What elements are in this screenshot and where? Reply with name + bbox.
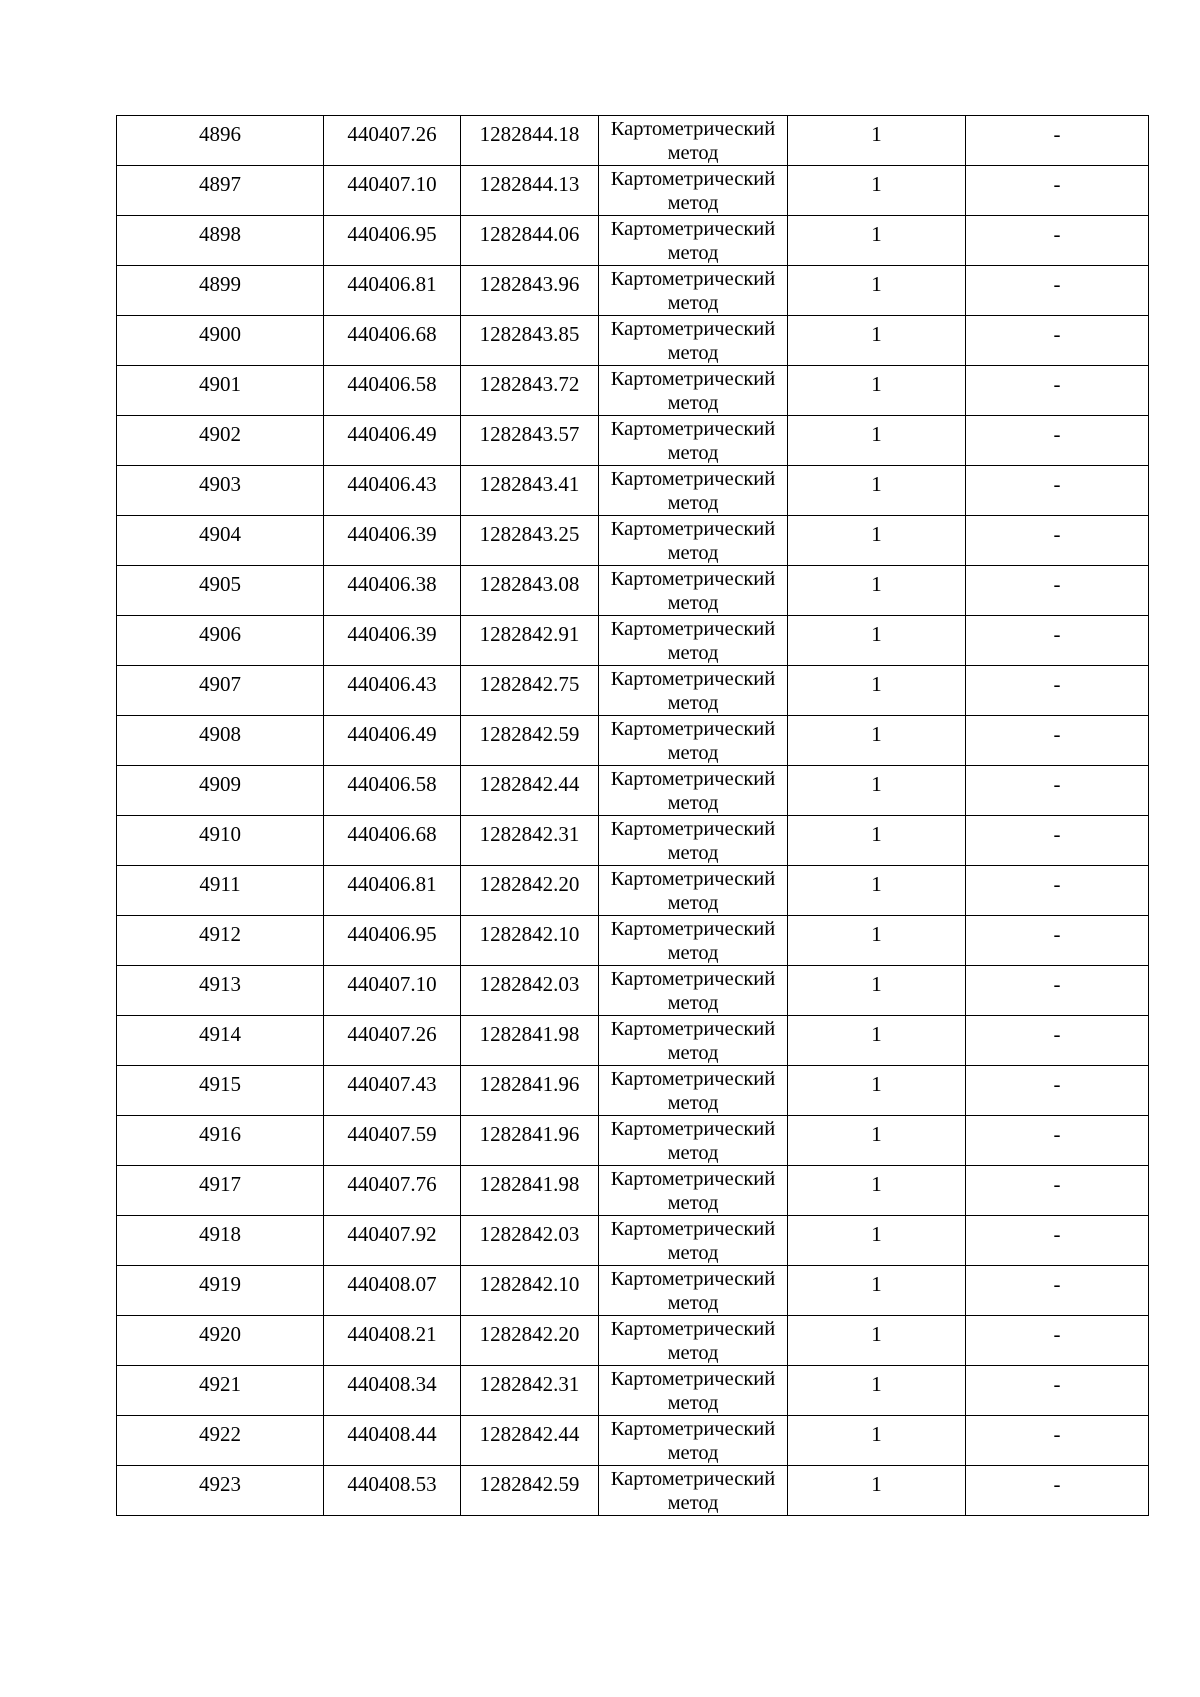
table-row	[117, 1366, 1149, 1416]
method-line-1: Картометрический	[610, 818, 776, 840]
point-number-cell: 4923	[117, 1466, 324, 1516]
x-coordinate-cell: 440406.43	[324, 466, 461, 516]
accuracy-cell: 1	[788, 416, 966, 466]
method-line-1: Картометрический	[610, 668, 776, 690]
method-line-1: Картометрический	[610, 468, 776, 490]
note-cell: -	[966, 1116, 1149, 1166]
method-line-2: метод	[667, 1442, 719, 1464]
accuracy-cell: 1	[788, 1116, 966, 1166]
method-line-1: Картометрический	[610, 768, 776, 790]
x-coordinate-cell: 440406.43	[324, 666, 461, 716]
method-line-1: Картометрический	[610, 1468, 776, 1490]
method-line-2: метод	[667, 1342, 719, 1364]
method-cell	[599, 1316, 788, 1366]
x-coordinate-cell: 440406.81	[324, 266, 461, 316]
accuracy-cell: 1	[788, 216, 966, 266]
x-coordinate-cell: 440407.10	[324, 166, 461, 216]
accuracy-cell: 1	[788, 1266, 966, 1316]
point-number-cell: 4906	[117, 616, 324, 666]
method-cell	[599, 766, 788, 816]
point-number-cell: 4912	[117, 916, 324, 966]
accuracy-cell: 1	[788, 166, 966, 216]
method-line-1: Картометрический	[610, 618, 776, 640]
point-number-cell: 4904	[117, 516, 324, 566]
table-row	[117, 116, 1149, 166]
method-line-2: метод	[667, 492, 719, 514]
y-coordinate-cell: 1282842.31	[461, 816, 599, 866]
note-cell: -	[966, 516, 1149, 566]
method-cell	[599, 166, 788, 216]
point-number-cell: 4909	[117, 766, 324, 816]
accuracy-cell: 1	[788, 316, 966, 366]
method-line-1: Картометрический	[610, 1068, 776, 1090]
y-coordinate-cell: 1282844.13	[461, 166, 599, 216]
x-coordinate-cell: 440408.34	[324, 1366, 461, 1416]
method-cell	[599, 966, 788, 1016]
table-row	[117, 466, 1149, 516]
y-coordinate-cell: 1282842.91	[461, 616, 599, 666]
x-coordinate-cell: 440406.39	[324, 516, 461, 566]
method-line-1: Картометрический	[610, 418, 776, 440]
table-row	[117, 1466, 1149, 1516]
note-cell: -	[966, 1266, 1149, 1316]
table-row	[117, 166, 1149, 216]
point-number-cell: 4910	[117, 816, 324, 866]
y-coordinate-cell: 1282842.44	[461, 766, 599, 816]
method-line-1: Картометрический	[610, 1368, 776, 1390]
method-line-2: метод	[667, 692, 719, 714]
note-cell: -	[966, 1216, 1149, 1266]
method-line-2: метод	[667, 192, 719, 214]
method-cell	[599, 316, 788, 366]
method-line-2: метод	[667, 642, 719, 664]
table-row	[117, 316, 1149, 366]
method-cell	[599, 916, 788, 966]
y-coordinate-cell: 1282843.25	[461, 516, 599, 566]
method-line-2: метод	[667, 142, 719, 164]
y-coordinate-cell: 1282843.96	[461, 266, 599, 316]
point-number-cell: 4911	[117, 866, 324, 916]
point-number-cell: 4905	[117, 566, 324, 616]
method-line-2: метод	[667, 1092, 719, 1114]
note-cell: -	[966, 816, 1149, 866]
point-number-cell: 4919	[117, 1266, 324, 1316]
note-cell: -	[966, 766, 1149, 816]
method-line-2: метод	[667, 742, 719, 764]
table-row	[117, 716, 1149, 766]
x-coordinate-cell: 440407.10	[324, 966, 461, 1016]
x-coordinate-cell: 440407.26	[324, 1016, 461, 1066]
note-cell: -	[966, 316, 1149, 366]
y-coordinate-cell: 1282842.31	[461, 1366, 599, 1416]
method-line-1: Картометрический	[610, 1018, 776, 1040]
y-coordinate-cell: 1282842.03	[461, 1216, 599, 1266]
table-row	[117, 216, 1149, 266]
x-coordinate-cell: 440408.21	[324, 1316, 461, 1366]
method-line-2: метод	[667, 542, 719, 564]
accuracy-cell: 1	[788, 616, 966, 666]
method-line-2: метод	[667, 842, 719, 864]
method-line-1: Картометрический	[610, 568, 776, 590]
x-coordinate-cell: 440407.59	[324, 1116, 461, 1166]
x-coordinate-cell: 440406.95	[324, 916, 461, 966]
method-line-2: метод	[667, 292, 719, 314]
method-line-1: Картометрический	[610, 168, 776, 190]
point-number-cell: 4896	[117, 116, 324, 166]
method-cell	[599, 1016, 788, 1066]
method-cell	[599, 366, 788, 416]
table-row	[117, 1216, 1149, 1266]
x-coordinate-cell: 440406.68	[324, 816, 461, 866]
point-number-cell: 4908	[117, 716, 324, 766]
method-line-2: метод	[667, 1292, 719, 1314]
accuracy-cell: 1	[788, 566, 966, 616]
y-coordinate-cell: 1282842.75	[461, 666, 599, 716]
table-row	[117, 816, 1149, 866]
method-line-2: метод	[667, 342, 719, 364]
point-number-cell: 4916	[117, 1116, 324, 1166]
y-coordinate-cell: 1282843.85	[461, 316, 599, 366]
coordinates-table-body	[117, 116, 1149, 1516]
y-coordinate-cell: 1282842.03	[461, 966, 599, 1016]
accuracy-cell: 1	[788, 366, 966, 416]
accuracy-cell: 1	[788, 866, 966, 916]
method-line-1: Картометрический	[610, 718, 776, 740]
note-cell: -	[966, 966, 1149, 1016]
method-cell	[599, 1416, 788, 1466]
method-cell	[599, 466, 788, 516]
method-line-1: Картометрический	[610, 368, 776, 390]
point-number-cell: 4901	[117, 366, 324, 416]
table-row	[117, 666, 1149, 716]
method-cell	[599, 1116, 788, 1166]
accuracy-cell: 1	[788, 916, 966, 966]
method-line-1: Картометрический	[610, 118, 776, 140]
y-coordinate-cell: 1282843.41	[461, 466, 599, 516]
note-cell: -	[966, 716, 1149, 766]
accuracy-cell: 1	[788, 966, 966, 1016]
method-line-1: Картометрический	[610, 268, 776, 290]
x-coordinate-cell: 440406.68	[324, 316, 461, 366]
accuracy-cell: 1	[788, 1416, 966, 1466]
method-line-2: метод	[667, 1492, 719, 1514]
accuracy-cell: 1	[788, 716, 966, 766]
table-row	[117, 516, 1149, 566]
table-row	[117, 1416, 1149, 1466]
table-row	[117, 1116, 1149, 1166]
table-row	[117, 966, 1149, 1016]
y-coordinate-cell: 1282842.59	[461, 1466, 599, 1516]
note-cell: -	[966, 116, 1149, 166]
method-cell	[599, 1216, 788, 1266]
method-line-1: Картометрический	[610, 518, 776, 540]
accuracy-cell: 1	[788, 1366, 966, 1416]
note-cell: -	[966, 1066, 1149, 1116]
accuracy-cell: 1	[788, 516, 966, 566]
accuracy-cell: 1	[788, 666, 966, 716]
x-coordinate-cell: 440406.49	[324, 716, 461, 766]
x-coordinate-cell: 440408.44	[324, 1416, 461, 1466]
x-coordinate-cell: 440407.76	[324, 1166, 461, 1216]
note-cell: -	[966, 1366, 1149, 1416]
method-line-2: метод	[667, 1192, 719, 1214]
note-cell: -	[966, 166, 1149, 216]
point-number-cell: 4920	[117, 1316, 324, 1366]
table-row	[117, 1166, 1149, 1216]
method-cell	[599, 666, 788, 716]
method-cell	[599, 1066, 788, 1116]
method-cell	[599, 866, 788, 916]
x-coordinate-cell: 440406.38	[324, 566, 461, 616]
point-number-cell: 4913	[117, 966, 324, 1016]
accuracy-cell: 1	[788, 1066, 966, 1116]
y-coordinate-cell: 1282842.20	[461, 1316, 599, 1366]
point-number-cell: 4897	[117, 166, 324, 216]
x-coordinate-cell: 440406.95	[324, 216, 461, 266]
method-cell	[599, 266, 788, 316]
table-row	[117, 1266, 1149, 1316]
x-coordinate-cell: 440407.43	[324, 1066, 461, 1116]
method-line-1: Картометрический	[610, 1318, 776, 1340]
accuracy-cell: 1	[788, 266, 966, 316]
y-coordinate-cell: 1282842.20	[461, 866, 599, 916]
x-coordinate-cell: 440406.49	[324, 416, 461, 466]
method-line-1: Картометрический	[610, 868, 776, 890]
table-row	[117, 266, 1149, 316]
x-coordinate-cell: 440406.39	[324, 616, 461, 666]
point-number-cell: 4903	[117, 466, 324, 516]
method-line-1: Картометрический	[610, 1168, 776, 1190]
note-cell: -	[966, 1016, 1149, 1066]
table-row	[117, 1316, 1149, 1366]
accuracy-cell: 1	[788, 1166, 966, 1216]
method-cell	[599, 1366, 788, 1416]
table-row	[117, 616, 1149, 666]
method-line-1: Картометрический	[610, 1268, 776, 1290]
accuracy-cell: 1	[788, 816, 966, 866]
note-cell: -	[966, 1166, 1149, 1216]
x-coordinate-cell: 440406.81	[324, 866, 461, 916]
y-coordinate-cell: 1282842.44	[461, 1416, 599, 1466]
method-cell	[599, 216, 788, 266]
method-cell	[599, 716, 788, 766]
point-number-cell: 4915	[117, 1066, 324, 1116]
method-line-2: метод	[667, 792, 719, 814]
note-cell: -	[966, 916, 1149, 966]
method-line-2: метод	[667, 892, 719, 914]
method-line-2: метод	[667, 1142, 719, 1164]
x-coordinate-cell: 440406.58	[324, 766, 461, 816]
y-coordinate-cell: 1282843.72	[461, 366, 599, 416]
method-cell	[599, 1166, 788, 1216]
method-line-1: Картометрический	[610, 1118, 776, 1140]
method-cell	[599, 1266, 788, 1316]
y-coordinate-cell: 1282842.10	[461, 1266, 599, 1316]
method-line-2: метод	[667, 392, 719, 414]
table-row	[117, 566, 1149, 616]
x-coordinate-cell: 440407.92	[324, 1216, 461, 1266]
table-row	[117, 1066, 1149, 1116]
method-line-1: Картометрический	[610, 1418, 776, 1440]
table-row	[117, 1016, 1149, 1066]
point-number-cell: 4917	[117, 1166, 324, 1216]
note-cell: -	[966, 216, 1149, 266]
y-coordinate-cell: 1282841.98	[461, 1166, 599, 1216]
method-cell	[599, 116, 788, 166]
method-cell	[599, 816, 788, 866]
y-coordinate-cell: 1282844.06	[461, 216, 599, 266]
method-line-1: Картометрический	[610, 1218, 776, 1240]
table-row	[117, 416, 1149, 466]
y-coordinate-cell: 1282841.98	[461, 1016, 599, 1066]
method-line-2: метод	[667, 242, 719, 264]
note-cell: -	[966, 1316, 1149, 1366]
method-cell	[599, 566, 788, 616]
note-cell: -	[966, 366, 1149, 416]
point-number-cell: 4922	[117, 1416, 324, 1466]
y-coordinate-cell: 1282842.59	[461, 716, 599, 766]
accuracy-cell: 1	[788, 1216, 966, 1266]
x-coordinate-cell: 440408.07	[324, 1266, 461, 1316]
method-line-2: метод	[667, 942, 719, 964]
y-coordinate-cell: 1282841.96	[461, 1066, 599, 1116]
method-cell	[599, 516, 788, 566]
point-number-cell: 4907	[117, 666, 324, 716]
method-line-1: Картометрический	[610, 318, 776, 340]
point-number-cell: 4921	[117, 1366, 324, 1416]
method-line-2: метод	[667, 442, 719, 464]
point-number-cell: 4914	[117, 1016, 324, 1066]
note-cell: -	[966, 1466, 1149, 1516]
y-coordinate-cell: 1282842.10	[461, 916, 599, 966]
method-line-2: метод	[667, 1392, 719, 1414]
y-coordinate-cell: 1282843.57	[461, 416, 599, 466]
table-row	[117, 916, 1149, 966]
note-cell: -	[966, 666, 1149, 716]
accuracy-cell: 1	[788, 116, 966, 166]
method-line-1: Картометрический	[610, 968, 776, 990]
accuracy-cell: 1	[788, 466, 966, 516]
table-row	[117, 866, 1149, 916]
x-coordinate-cell: 440407.26	[324, 116, 461, 166]
coordinates-table	[116, 115, 1149, 1516]
method-line-1: Картометрический	[610, 218, 776, 240]
note-cell: -	[966, 866, 1149, 916]
point-number-cell: 4902	[117, 416, 324, 466]
accuracy-cell: 1	[788, 766, 966, 816]
note-cell: -	[966, 416, 1149, 466]
method-cell	[599, 616, 788, 666]
method-line-2: метод	[667, 992, 719, 1014]
point-number-cell: 4900	[117, 316, 324, 366]
point-number-cell: 4898	[117, 216, 324, 266]
point-number-cell: 4899	[117, 266, 324, 316]
note-cell: -	[966, 266, 1149, 316]
note-cell: -	[966, 1416, 1149, 1466]
note-cell: -	[966, 616, 1149, 666]
y-coordinate-cell: 1282841.96	[461, 1116, 599, 1166]
table-row	[117, 366, 1149, 416]
x-coordinate-cell: 440406.58	[324, 366, 461, 416]
method-line-2: метод	[667, 592, 719, 614]
accuracy-cell: 1	[788, 1466, 966, 1516]
y-coordinate-cell: 1282844.18	[461, 116, 599, 166]
method-cell	[599, 1466, 788, 1516]
accuracy-cell: 1	[788, 1016, 966, 1066]
method-cell	[599, 416, 788, 466]
method-line-1: Картометрический	[610, 918, 776, 940]
y-coordinate-cell: 1282843.08	[461, 566, 599, 616]
method-line-2: метод	[667, 1042, 719, 1064]
x-coordinate-cell: 440408.53	[324, 1466, 461, 1516]
point-number-cell: 4918	[117, 1216, 324, 1266]
note-cell: -	[966, 466, 1149, 516]
accuracy-cell: 1	[788, 1316, 966, 1366]
table-row	[117, 766, 1149, 816]
note-cell: -	[966, 566, 1149, 616]
method-line-2: метод	[667, 1242, 719, 1264]
